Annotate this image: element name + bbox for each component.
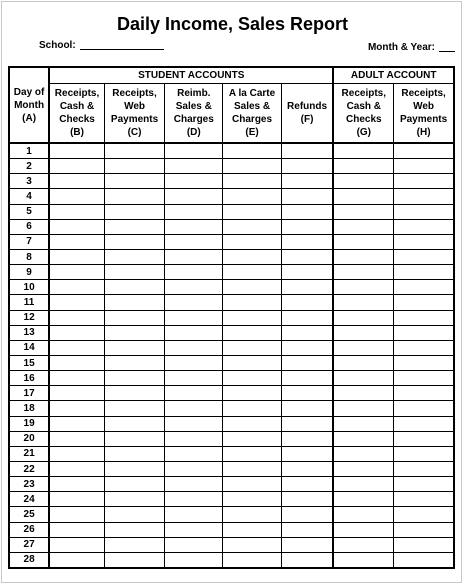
entry-cell[interactable] [281,537,333,552]
entry-cell[interactable] [223,401,281,416]
column-header [223,84,281,144]
column-header [281,84,333,144]
entry-cell[interactable] [394,477,454,492]
entry-cell[interactable] [165,401,223,416]
column-header-line: (E) [245,127,259,138]
day-number: 9 [9,265,49,280]
entry-cell[interactable] [165,159,223,174]
entry-cell[interactable] [49,234,104,249]
entry-cell[interactable] [333,371,393,386]
column-header-line: (B) [70,127,84,138]
entry-cell[interactable] [165,522,223,537]
table-row [9,522,454,537]
entry-cell[interactable] [165,461,223,476]
day-number: 3 [9,174,49,189]
entry-cell[interactable] [223,522,281,537]
entry-cell[interactable] [165,204,223,219]
entry-cell[interactable] [49,386,104,401]
entry-cell[interactable] [333,234,393,249]
entry-cell[interactable] [104,204,164,219]
entry-cell[interactable] [333,477,393,492]
entry-cell[interactable] [49,446,104,461]
day-number: 15 [9,355,49,370]
column-header-line: Receipts, [401,88,446,99]
table-row [9,386,454,401]
school-label: School: [39,40,76,51]
entry-cell[interactable] [394,401,454,416]
entry-cell[interactable] [49,310,104,325]
column-header-line: A la Carte [228,88,276,99]
day-number: 11 [9,295,49,310]
column-header-line: Refunds [287,101,328,112]
entry-cell[interactable] [165,355,223,370]
entry-cell[interactable] [394,219,454,234]
day-number: 22 [9,461,49,476]
entry-cell[interactable] [394,355,454,370]
entry-cell[interactable] [104,552,164,568]
day-number: 26 [9,522,49,537]
day-number: 13 [9,325,49,340]
entry-cell[interactable] [165,174,223,189]
entry-cell[interactable] [104,249,164,264]
entry-cell[interactable] [49,355,104,370]
entry-cell[interactable] [223,492,281,507]
table-row [9,477,454,492]
entry-cell[interactable] [333,159,393,174]
entry-cell[interactable] [223,416,281,431]
entry-cell[interactable] [223,477,281,492]
month-year-field [368,41,455,53]
entry-cell[interactable] [165,280,223,295]
entry-cell[interactable] [333,492,393,507]
entry-cell[interactable] [333,386,393,401]
entry-cell[interactable] [49,371,104,386]
table-row [9,280,454,295]
entry-cell[interactable] [333,401,393,416]
entry-cell[interactable] [394,522,454,537]
entry-cell[interactable] [104,325,164,340]
entry-cell[interactable] [281,461,333,476]
entry-cell[interactable] [333,249,393,264]
entry-cell[interactable] [333,431,393,446]
entry-cell[interactable] [165,143,223,159]
entry-cell[interactable] [281,446,333,461]
entry-cell[interactable] [281,371,333,386]
entry-cell[interactable] [281,522,333,537]
column-header-line: Reimb. [177,88,211,99]
entry-cell[interactable] [281,234,333,249]
entry-cell[interactable] [104,265,164,280]
entry-cell[interactable] [165,386,223,401]
entry-cell[interactable] [223,174,281,189]
entry-cell[interactable] [281,386,333,401]
entry-cell[interactable] [49,189,104,204]
entry-cell[interactable] [223,189,281,204]
page-title: Daily Income, Sales Report [116,14,349,34]
entry-cell[interactable] [223,446,281,461]
entry-cell[interactable] [223,355,281,370]
entry-cell[interactable] [49,295,104,310]
table-row [9,446,454,461]
entry-cell[interactable] [49,537,104,552]
column-header-line: Receipts, [341,88,387,99]
entry-cell[interactable] [104,219,164,234]
entry-cell[interactable] [104,401,164,416]
entry-cell[interactable] [104,340,164,355]
entry-cell[interactable] [49,325,104,340]
column-header-line: Checks [346,114,382,125]
column-header-line: (C) [127,127,142,138]
entry-cell[interactable] [394,189,454,204]
entry-cell[interactable] [104,310,164,325]
table-row [9,234,454,249]
entry-cell[interactable] [223,386,281,401]
entry-cell[interactable] [281,249,333,264]
entry-cell[interactable] [104,174,164,189]
entry-cell[interactable] [394,340,454,355]
entry-cell[interactable] [104,507,164,522]
entry-cell[interactable] [394,386,454,401]
month-year-label: Month & Year: [367,42,435,53]
day-number: 7 [9,234,49,249]
entry-cell[interactable] [333,204,393,219]
entry-cell[interactable] [49,431,104,446]
entry-cell[interactable] [165,431,223,446]
day-header-line: (A) [22,112,37,124]
entry-cell[interactable] [394,446,454,461]
student-accounts-header: STUDENT ACCOUNTS [49,67,333,84]
entry-cell[interactable] [49,340,104,355]
day-number: 17 [9,386,49,401]
table-row [9,461,454,476]
entry-cell[interactable] [333,189,393,204]
column-header-line: Web [413,101,435,112]
entry-cell[interactable] [165,416,223,431]
entry-cell[interactable] [104,371,164,386]
entry-cell[interactable] [394,325,454,340]
entry-cell[interactable] [104,295,164,310]
entry-cell[interactable] [281,416,333,431]
day-number: 28 [9,552,49,568]
day-number: 21 [9,446,49,461]
entry-cell[interactable] [223,295,281,310]
column-header-line: (H) [416,127,431,138]
table-row [9,310,454,325]
entry-cell[interactable] [49,219,104,234]
table-row [9,416,454,431]
entry-cell[interactable] [165,189,223,204]
column-header-line: Charges [232,114,273,125]
day-number: 6 [9,219,49,234]
entry-cell[interactable] [223,265,281,280]
column-header-line: Sales & [175,101,212,112]
entry-cell[interactable] [333,416,393,431]
entry-cell[interactable] [104,159,164,174]
entry-cell[interactable] [333,295,393,310]
entry-cell[interactable] [165,219,223,234]
column-header-line: (F) [300,114,314,125]
day-of-month-header [9,67,49,143]
entry-cell[interactable] [165,234,223,249]
table-row [9,159,454,174]
entry-cell[interactable] [333,507,393,522]
entry-cell[interactable] [104,234,164,249]
day-number: 19 [9,416,49,431]
table-row [9,265,454,280]
entry-cell[interactable] [281,355,333,370]
column-header-line: Web [124,101,145,112]
school-field [39,39,164,51]
month-year-input-line[interactable] [439,41,455,52]
entry-cell[interactable] [394,143,454,159]
column-header [333,84,393,144]
entry-cell[interactable] [165,507,223,522]
entry-cell[interactable] [104,522,164,537]
entry-cell[interactable] [49,507,104,522]
column-header [49,84,104,144]
entry-cell[interactable] [104,143,164,159]
entry-cell[interactable] [281,159,333,174]
entry-cell[interactable] [394,204,454,219]
entry-cell[interactable] [333,461,393,476]
column-header-line: Receipts, [54,88,100,99]
entry-cell[interactable] [223,507,281,522]
table-row [9,295,454,310]
table-row [9,552,454,568]
table-row [9,401,454,416]
column-header-line: Payments [110,114,159,125]
entry-cell[interactable] [333,143,393,159]
report-table [8,66,455,569]
entry-cell[interactable] [49,280,104,295]
table-row [9,507,454,522]
day-number: 23 [9,477,49,492]
entry-cell[interactable] [394,537,454,552]
entry-cell[interactable] [165,537,223,552]
day-number: 20 [9,431,49,446]
entry-cell[interactable] [104,416,164,431]
table-row [9,325,454,340]
entry-cell[interactable] [165,265,223,280]
entry-cell[interactable] [49,249,104,264]
entry-cell[interactable] [281,431,333,446]
entry-cell[interactable] [104,446,164,461]
table-row [9,355,454,370]
table-row [9,537,454,552]
entry-cell[interactable] [333,522,393,537]
entry-cell[interactable] [333,310,393,325]
entry-cell[interactable] [394,265,454,280]
entry-cell[interactable] [394,249,454,264]
table-row [9,431,454,446]
entry-cell[interactable] [223,325,281,340]
day-number: 16 [9,371,49,386]
column-header-line: Checks [59,114,95,125]
entry-cell[interactable] [223,371,281,386]
entry-cell[interactable] [223,219,281,234]
column-header-line: Cash & [346,101,382,112]
day-number: 25 [9,507,49,522]
entry-cell[interactable] [394,234,454,249]
entry-cell[interactable] [165,310,223,325]
entry-cell[interactable] [394,371,454,386]
entry-cell[interactable] [281,295,333,310]
entry-cell[interactable] [394,310,454,325]
entry-cell[interactable] [223,537,281,552]
column-header-line: Cash & [59,101,95,112]
day-number: 5 [9,204,49,219]
entry-cell[interactable] [394,507,454,522]
column-header-line: Charges [173,114,214,125]
entry-cell[interactable] [394,174,454,189]
day-number: 2 [9,159,49,174]
entry-cell[interactable] [223,552,281,568]
entry-cell[interactable] [49,159,104,174]
entry-cell[interactable] [104,189,164,204]
entry-cell[interactable] [394,295,454,310]
entry-cell[interactable] [49,461,104,476]
entry-cell[interactable] [165,325,223,340]
entry-cell[interactable] [223,249,281,264]
entry-cell[interactable] [223,234,281,249]
entry-cell[interactable] [104,492,164,507]
entry-cell[interactable] [333,446,393,461]
column-header [165,84,223,144]
entry-cell[interactable] [281,325,333,340]
entry-cell[interactable] [165,446,223,461]
entry-cell[interactable] [281,401,333,416]
entry-cell[interactable] [394,461,454,476]
entry-cell[interactable] [281,219,333,234]
entry-cell[interactable] [394,280,454,295]
entry-cell[interactable] [281,310,333,325]
entry-cell[interactable] [223,143,281,159]
entry-cell[interactable] [104,386,164,401]
entry-cell[interactable] [223,310,281,325]
entry-cell[interactable] [281,477,333,492]
entry-cell[interactable] [394,552,454,568]
entry-cell[interactable] [165,552,223,568]
adult-account-header: ADULT ACCOUNT [333,67,454,84]
table-row [9,371,454,386]
entry-cell[interactable] [49,174,104,189]
entry-cell[interactable] [223,280,281,295]
day-number: 10 [9,280,49,295]
entry-cell[interactable] [281,492,333,507]
entry-cell[interactable] [49,477,104,492]
column-header [104,84,164,144]
entry-cell[interactable] [333,280,393,295]
day-number: 1 [9,143,49,159]
column-header-line: (G) [356,127,372,138]
entry-cell[interactable] [165,295,223,310]
column-header-line: Sales & [233,101,271,112]
entry-cell[interactable] [165,492,223,507]
table-row [9,249,454,264]
entry-cell[interactable] [281,143,333,159]
entry-cell[interactable] [281,189,333,204]
entry-cell[interactable] [165,249,223,264]
entry-cell[interactable] [223,204,281,219]
entry-cell[interactable] [104,355,164,370]
entry-cell[interactable] [281,280,333,295]
entry-cell[interactable] [49,522,104,537]
day-number: 4 [9,189,49,204]
entry-cell[interactable] [281,552,333,568]
entry-cell[interactable] [223,461,281,476]
entry-cell[interactable] [333,219,393,234]
entry-cell[interactable] [333,174,393,189]
day-number: 14 [9,340,49,355]
entry-cell[interactable] [49,401,104,416]
entry-cell[interactable] [223,431,281,446]
entry-cell[interactable] [49,552,104,568]
day-number: 18 [9,401,49,416]
entry-cell[interactable] [49,204,104,219]
entry-cell[interactable] [104,461,164,476]
table-row [9,143,454,159]
column-header-line: (D) [186,127,201,138]
entry-cell[interactable] [165,340,223,355]
day-number: 27 [9,537,49,552]
entry-cell[interactable] [165,371,223,386]
entry-cell[interactable] [165,477,223,492]
day-header-line: Month [14,99,45,111]
entry-cell[interactable] [49,143,104,159]
entry-cell[interactable] [49,265,104,280]
entry-cell[interactable] [104,280,164,295]
entry-cell[interactable] [281,204,333,219]
entry-cell[interactable] [394,492,454,507]
table-row [9,174,454,189]
entry-cell[interactable] [333,552,393,568]
entry-cell[interactable] [49,416,104,431]
entry-cell[interactable] [394,431,454,446]
table-row [9,219,454,234]
table-row [9,189,454,204]
entry-cell[interactable] [104,477,164,492]
entry-cell[interactable] [223,159,281,174]
entry-cell[interactable] [394,416,454,431]
day-number: 12 [9,310,49,325]
entry-cell[interactable] [223,340,281,355]
entry-cell[interactable] [104,431,164,446]
table-row [9,204,454,219]
table-row [9,340,454,355]
entry-cell[interactable] [394,159,454,174]
column-header [394,84,454,144]
entry-cell[interactable] [281,174,333,189]
entry-cell[interactable] [333,537,393,552]
column-header-line: Payments [399,114,448,125]
day-header-line: Day of [13,86,45,98]
day-number: 24 [9,492,49,507]
entry-cell[interactable] [333,325,393,340]
table-row [9,492,454,507]
entry-cell[interactable] [333,265,393,280]
school-input-line[interactable] [80,39,164,50]
entry-cell[interactable] [281,507,333,522]
day-number: 8 [9,249,49,264]
entry-cell[interactable] [281,265,333,280]
entry-cell[interactable] [333,355,393,370]
entry-cell[interactable] [49,492,104,507]
entry-cell[interactable] [333,340,393,355]
entry-cell[interactable] [104,537,164,552]
entry-cell[interactable] [281,340,333,355]
column-header-line: Receipts, [112,88,157,99]
